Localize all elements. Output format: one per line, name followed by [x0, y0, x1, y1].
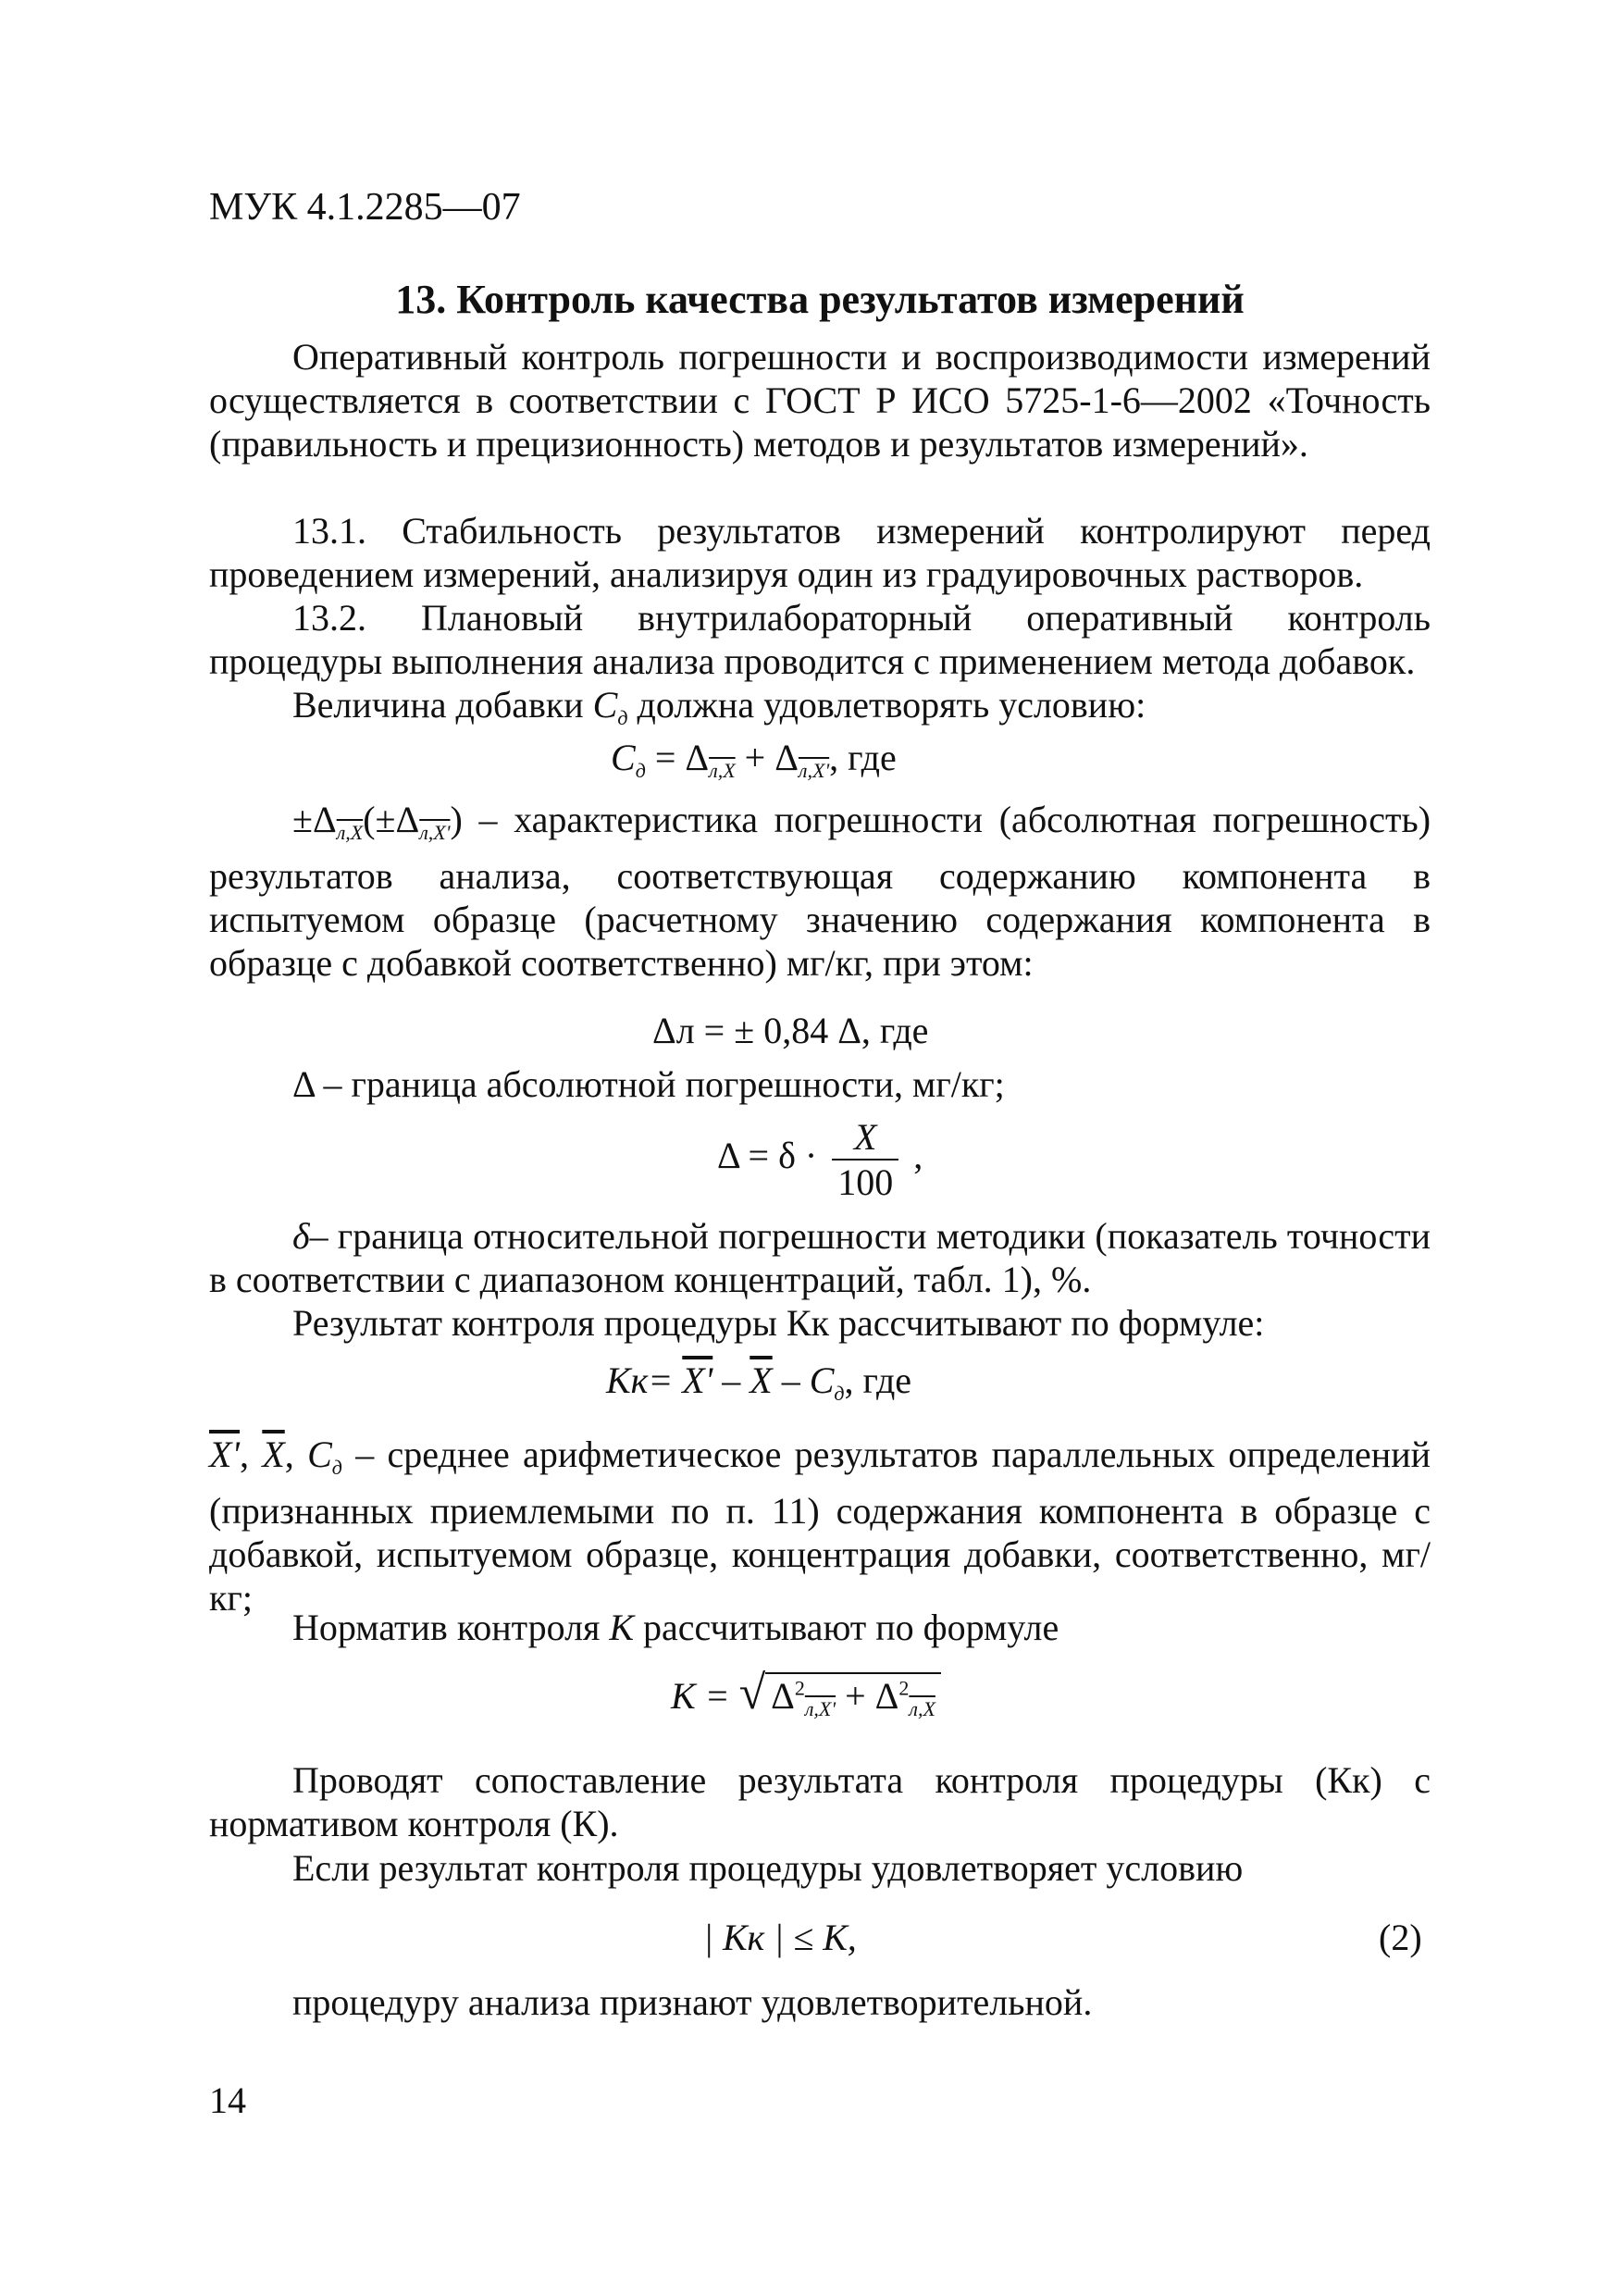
error-description: – характеристика погрешности (абсолютная погрешность) результатов анализа, соответствующая содержанию компонента в испытуемом образце (расчетному значению содержания компонента в образце с добавкой соответственно) мг/кг, при этом:	[209, 799, 1431, 984]
paragraph-kk-def: X', $\overline{X}$, $C_д$ – среднее арифметическое результатов параллельных определений (признанных приемлемыми по п. 11) содержания компонента в образце с добавкой, испытуемом образце, концентрация добавки, соответственно, мг/кг;	[209, 1433, 1431, 1619]
paragraph-conclusion: процедуру анализа признают удовлетворительной.	[292, 1981, 1093, 2023]
error-symbol: $\pm\Delta_{л,X}(\pm\Delta_{л,X'})$	[292, 799, 463, 844]
additive-text: Величина добавки	[292, 684, 584, 726]
paragraph-norm: Норматив контроля К рассчитывают по формуле	[292, 1607, 1059, 1648]
paragraph-delta-def: Δ – граница абсолютной погрешности, мг/кг;	[292, 1063, 1005, 1105]
paragraph-13-2: 13.2. Плановый внутрилабораторный оперативный контроль процедуры выполнения анализа проводится с применением метода добавок.	[209, 597, 1431, 682]
page-number: 14	[209, 2079, 246, 2121]
section-heading: 13. Контроль качества результатов измерений	[395, 277, 1245, 322]
paragraph-condition: Если результат контроля процедуры удовлетворяет условию	[292, 1847, 1244, 1889]
formula-additive: $C_д = \Delta_{л,X} + \Delta_{л,X'}$, где	[611, 737, 897, 782]
formula-delta: Δ = δ · $\frac{X}{100}$ ,	[717, 1116, 923, 1203]
equation-number: (2)	[1379, 1917, 1422, 1958]
paragraph-13-1: 13.1. Стабильность результатов измерений контролируют перед проведением измерений, анализируя один из градуировочных растворов.	[209, 510, 1431, 595]
paragraph-kk-intro: Результат контроля процедуры Кк рассчитывают по формуле:	[292, 1302, 1265, 1344]
paragraph-compare: Проводят сопоставление результата контроля процедуры (Кк) с нормативом контроля (К).	[209, 1759, 1431, 1844]
paragraph-delta-rel: δ– граница относительной погрешности методики (показатель точности в соответствии с диапазоном концентраций, табл. 1), %.	[209, 1215, 1431, 1300]
formula-condition: | Кк | ≤ К,	[703, 1917, 857, 1958]
formula-delta-l: Δл = ± 0,84 Δ, где	[652, 1010, 929, 1051]
formula-kk: $Кк= X' - \overline{X} - C_д$, где	[606, 1359, 912, 1405]
paragraph-additive	[209, 683, 1431, 739]
paragraph-intro: Оперативный контроль погрешности и воспроизводимости измерений осуществляется в соответствии с ГОСТ Р ИСО 5725-1-6—2002 «Точность (правильность и прецизионность) методов и результатов измерений».	[209, 336, 1431, 465]
additive-symbol: $C_д$	[592, 684, 628, 729]
formula-norm: К = √ $\Delta^2_{л,X'} + \Delta^2_{л,X}$	[671, 1666, 941, 1721]
additive-tail: должна удовлетворять условию:	[637, 684, 1146, 726]
document-code-header: МУК 4.1.2285—07	[209, 186, 521, 229]
paragraph-error-characteristic	[209, 798, 1431, 985]
